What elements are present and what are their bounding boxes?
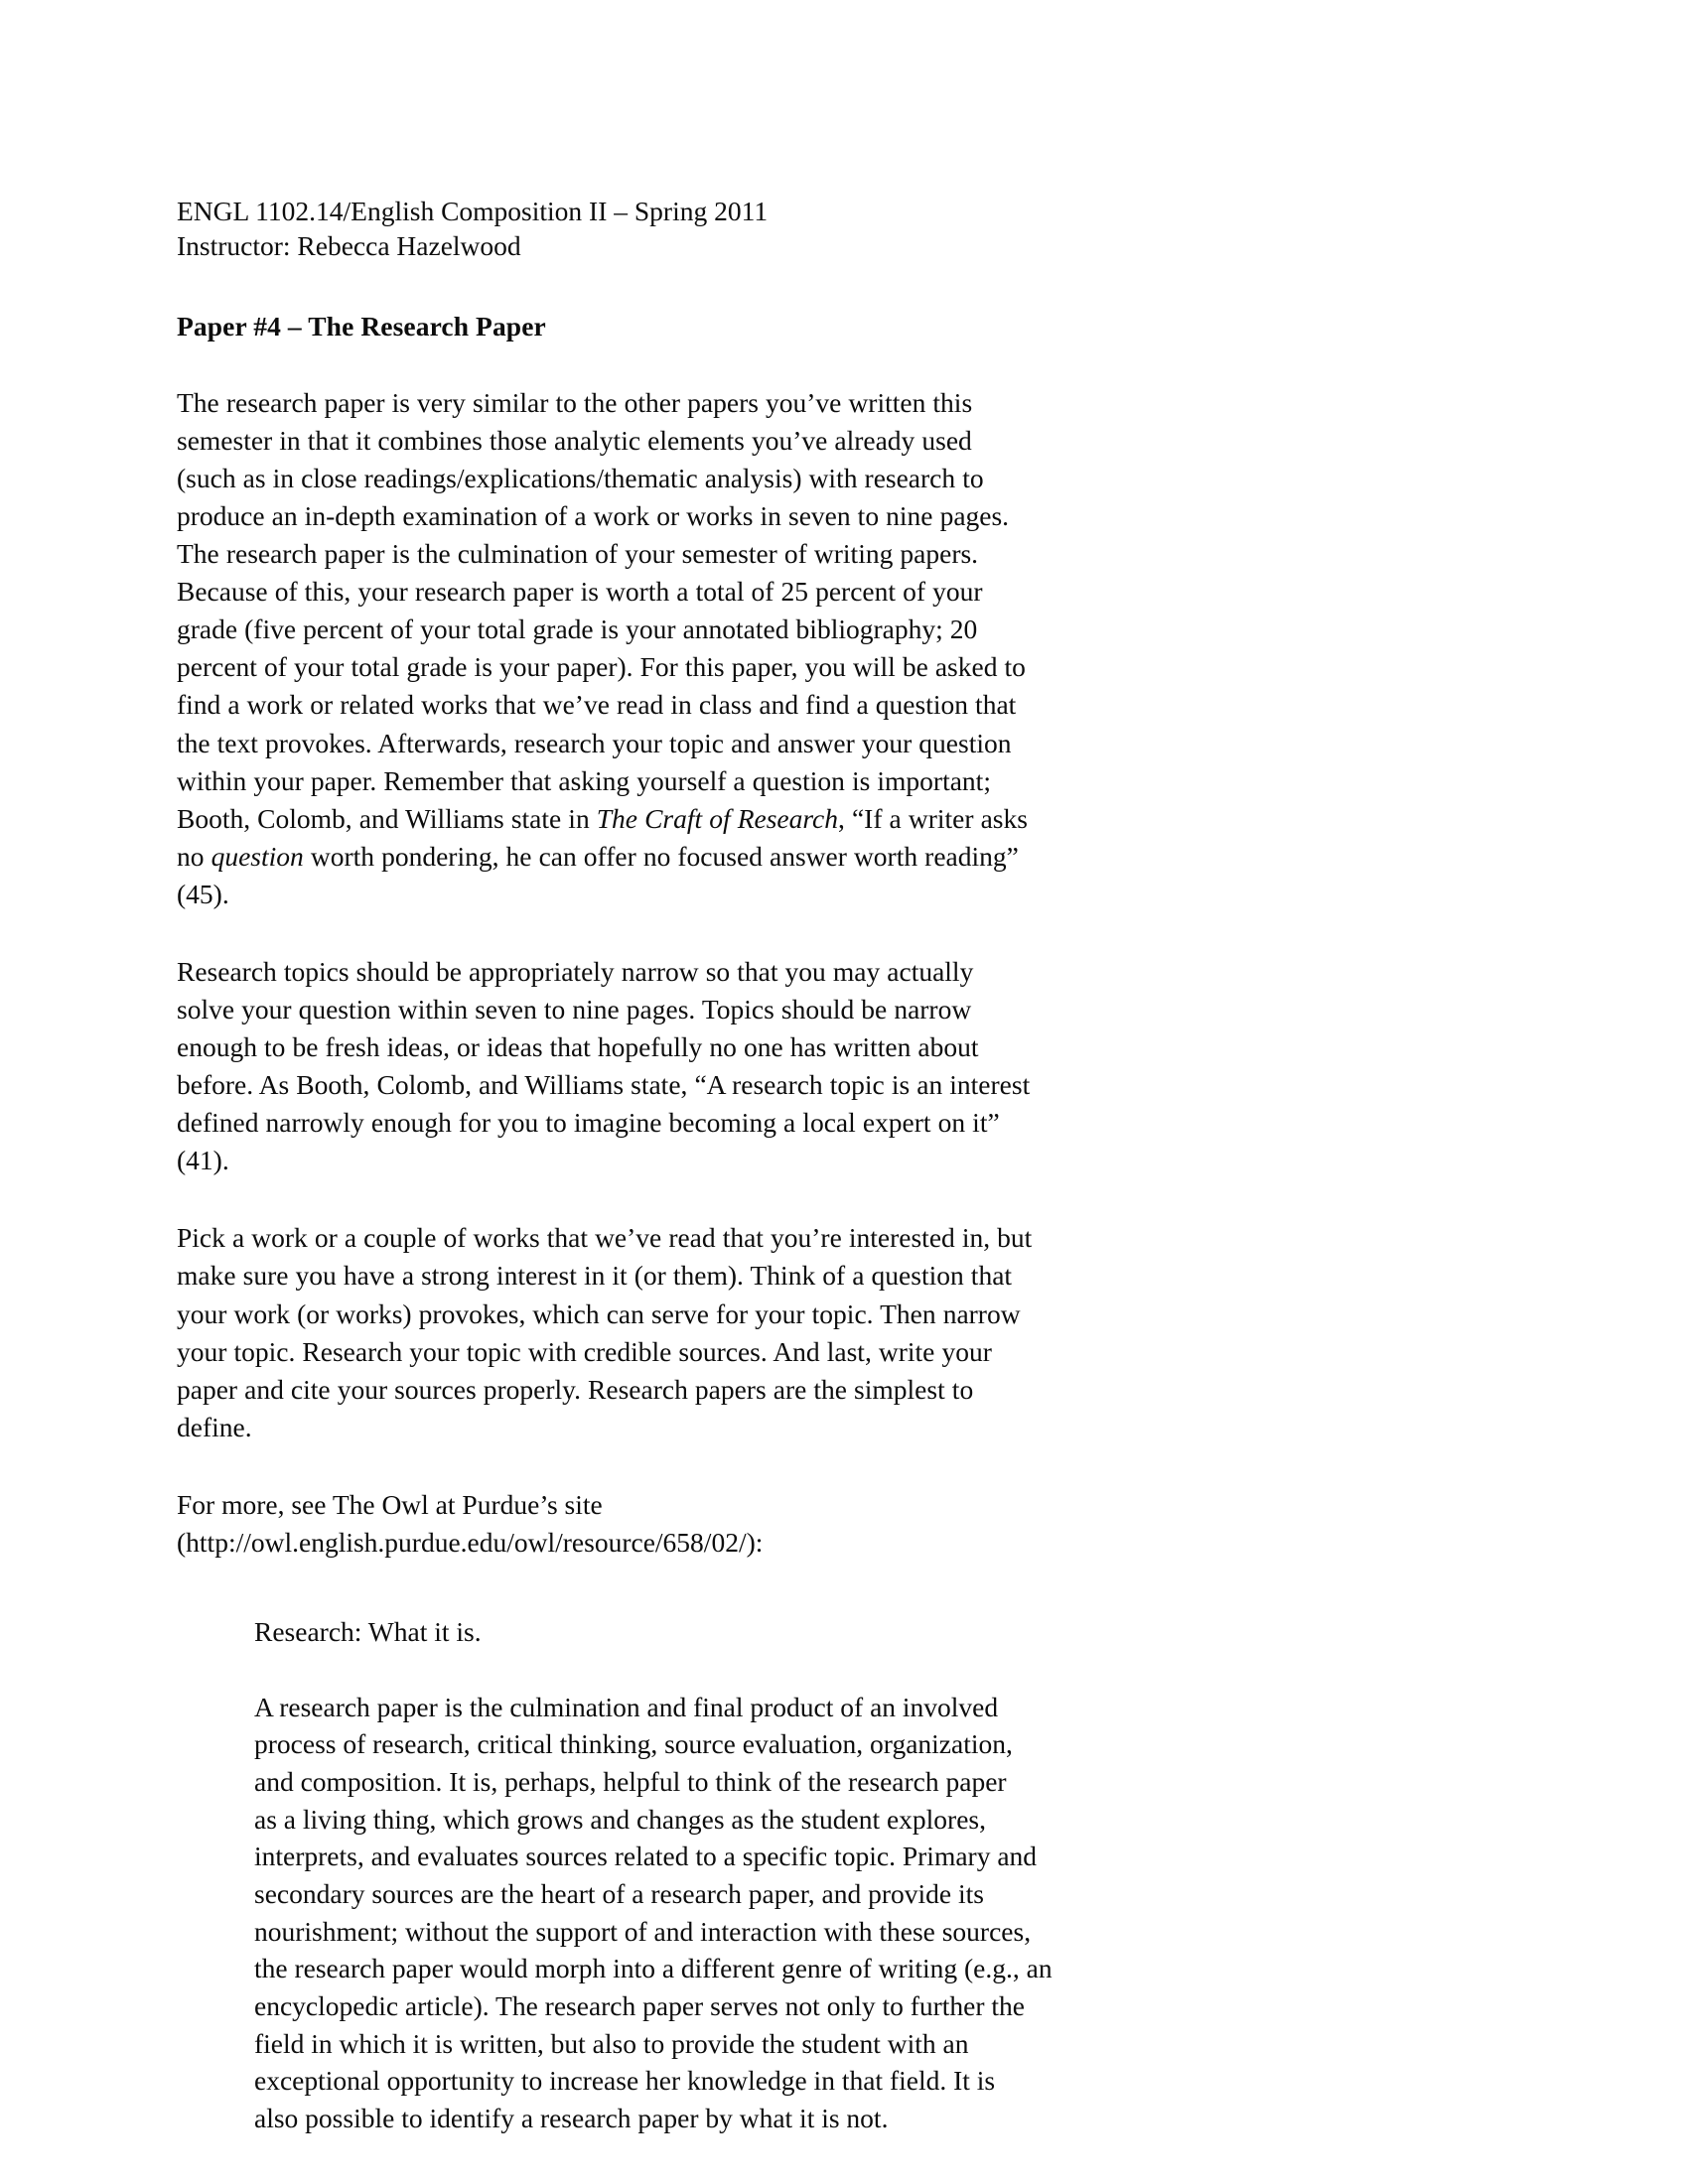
instructor-line: Instructor: Rebecca Hazelwood [177,229,521,261]
block-quote-line: secondary sources are the heart of a research paper, and provide its [254,1878,984,1910]
block-quote-line: process of research, critical thinking, source evaluation, organization, [254,1728,1013,1760]
block-quote-line: encyclopedic article). The research paper serves not only to further the [254,1990,1026,2022]
block-quote-line: field in which it is written, but also to provide the student with an [254,2027,969,2059]
paragraph-overview-text-a: The research paper is very similar to the other papers you’ve written this semester in that it combines those analytic elements you’ve already used (such as in close readings/explications/thematic analysis) with research to produce an in-depth examination of a work or works in seven to nine pages. The research paper is the culmination of your semester of writing papers. Because of this, your research paper is worth a total of 25 percent of your grade (five percent of your total grade is your annotated bibliography; 20 percent of your total grade is your paper). For this paper, you will be asked to find a work or related works that we’ve read in class and find a question that the text provokes. Afterwards, research your topic and answer your question within your paper. Remember that asking yourself a question is important; Booth, Colomb, and Williams state in [177,386,1026,834]
source-reference [177,1486,1036,1562]
course-line: ENGL 1102.14/English Composition II – Spring 2011 [177,196,769,226]
block-quote-line: and composition. It is, perhaps, helpful to think of the research paper [254,1766,1007,1798]
paragraph-overview-text-b: , “If a writer asks no [177,802,1028,872]
paragraph-overview-text-c: worth pondering, he can offer no focused answer worth reading” (45). [177,840,1019,909]
block-quote-line: as a living thing, which grows and changes as the student explores, [254,1803,986,1835]
block-quote-line: the research paper would morph into a different genre of writing (e.g., an [254,1953,1053,1984]
source-reference-url: (http://owl.english.purdue.edu/owl/resource/658/02/): [177,1526,764,1558]
course-header [177,195,1036,264]
assignment-title: Paper #4 – The Research Paper [177,310,546,341]
document-content [177,195,1053,2137]
paragraph-research-topics: Research topics should be appropriately narrow so that you may actually solve your question within seven to nine pages. Topics should be narrow enough to be fresh ideas, or ideas that hopefully no one has written about before. As Booth, Colomb, and Williams state, “A research topic is an interest defined narrowly enough for you to imagine becoming a local expert on it” (41). [177,955,1031,1176]
block-quote-spacer [254,1651,949,1689]
block-quote [254,1613,1053,2137]
block-quote-line: also possible to identify a research paper by what it is not. [254,2103,889,2134]
block-quote-line: nourishment; without the support of and interaction with these sources, [254,1915,1032,1947]
source-reference-line-1: For more, see The Owl at Purdue’s site [177,1488,603,1520]
block-quote-line: interprets, and evaluates sources related to a specific topic. Primary and [254,1841,1038,1872]
emphasis-question: question [211,840,304,872]
block-quote-line: A research paper is the culmination and final product of an involved [254,1691,999,1722]
book-title-craft-of-research: The Craft of Research [596,802,839,834]
paragraph-overview [177,384,1036,913]
paragraph-pick-a-work: Pick a work or a couple of works that we’ve read that you’re interested in, but make sure you have a strong interest in it (or them). Think of a question that your work (or works) provokes, which can serve for your topic. Then narrow your topic. Research your topic with credible sources. And last, write your paper and cite your sources properly. Research papers are the simplest to define. [177,1222,1033,1442]
block-quote-body [254,1689,1053,2137]
block-quote-heading: Research: What it is. [254,1616,482,1648]
block-quote-line: exceptional opportunity to increase her knowledge in that field. It is [254,2065,996,2097]
